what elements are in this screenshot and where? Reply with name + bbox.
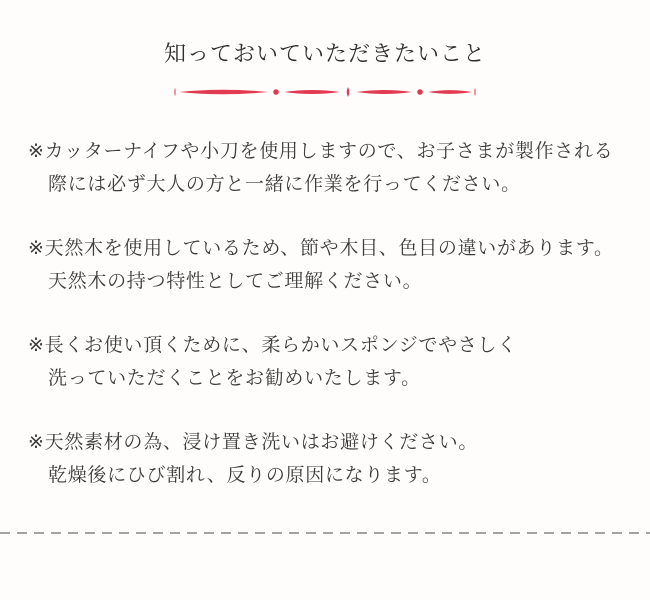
note-washing xyxy=(28,329,630,395)
note-text: 長くお使い頂くために、柔らかいスポンジでやさしく xyxy=(44,334,517,356)
brush-divider-ornament xyxy=(172,85,478,99)
brush-divider-strokes xyxy=(174,87,475,97)
page-title: 知っておいていただきたいこと xyxy=(163,41,486,66)
note-line xyxy=(28,232,630,265)
note-text: 天然素材の為、浸け置き洗いはお避けください。 xyxy=(44,431,479,453)
note-line: 乾燥後にひび割れ、反りの原因になります。 xyxy=(48,464,442,486)
note-natural-wood xyxy=(28,232,630,298)
note-marker: ※ xyxy=(28,140,45,162)
note-marker: ※ xyxy=(28,431,45,453)
note-text: カッターナイフや小刀を使用しますので、お子さまが製作される xyxy=(44,140,614,162)
note-line xyxy=(28,135,630,168)
note-no-soaking xyxy=(28,426,630,492)
note-list xyxy=(0,135,650,492)
note-line: 際には必ず大人の方と一緒に作業を行ってください。 xyxy=(48,173,521,195)
note-line: 天然木の持つ特性としてご理解ください。 xyxy=(48,270,423,292)
note-knife-warning xyxy=(28,135,630,201)
dashed-separator xyxy=(0,532,650,534)
note-text: 天然木を使用しているため、節や木目、色目の違いがあります。 xyxy=(44,237,614,259)
note-line xyxy=(28,329,630,362)
note-line: 洗っていただくことをお勧めいたします。 xyxy=(48,367,421,389)
note-marker: ※ xyxy=(28,237,45,259)
note-line xyxy=(28,426,630,459)
note-marker: ※ xyxy=(28,334,45,356)
